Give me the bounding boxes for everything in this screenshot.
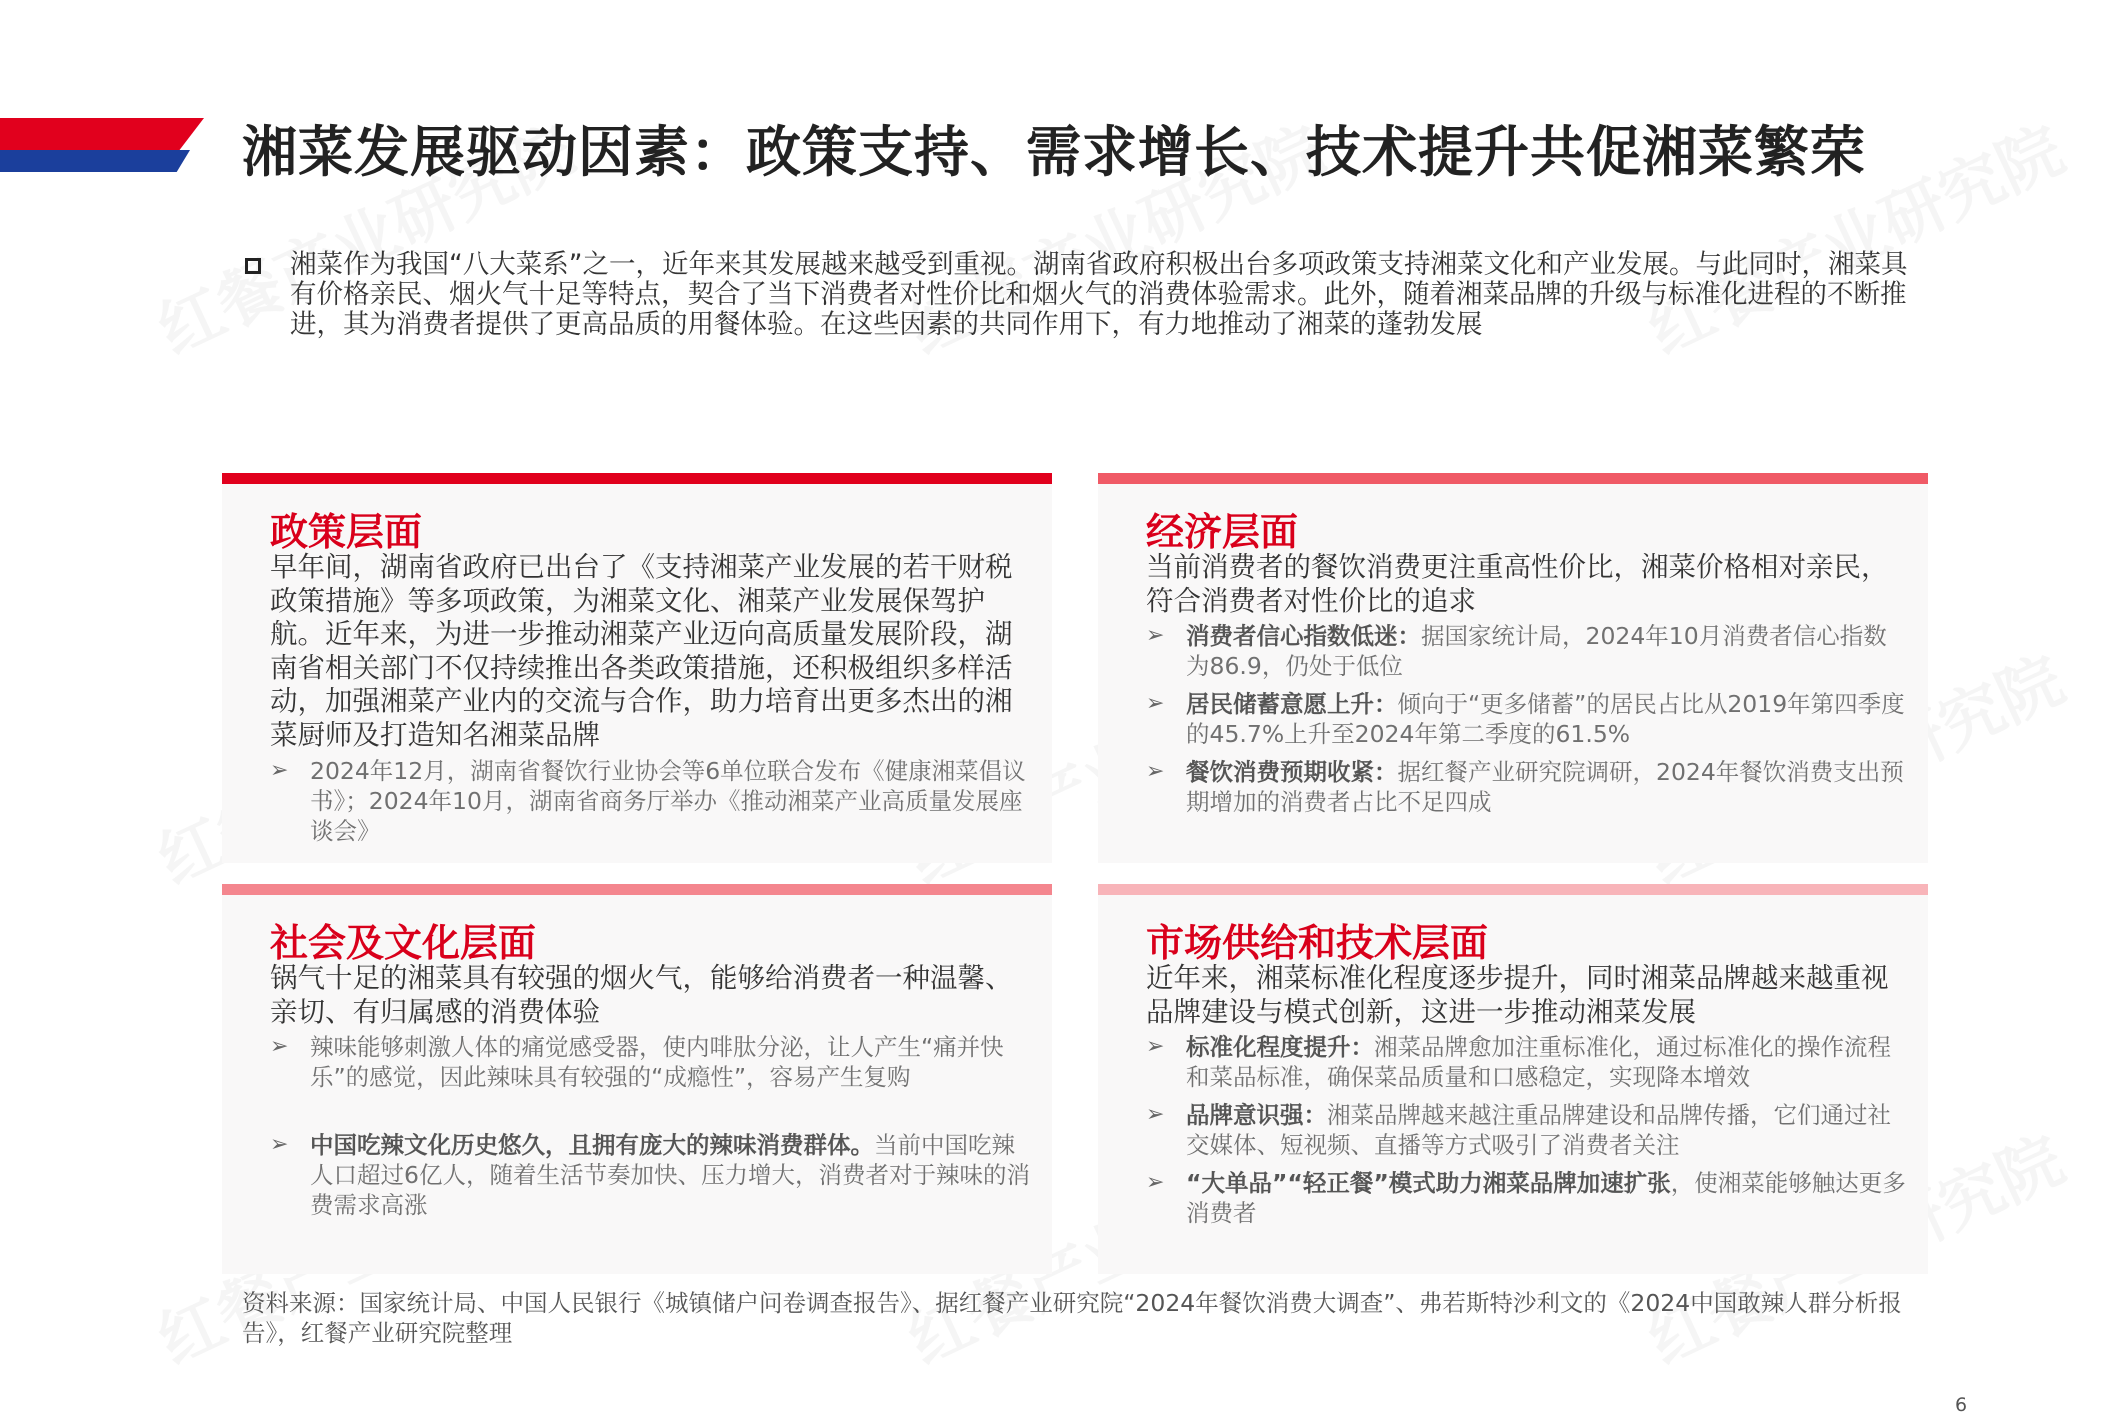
arrow-right-icon: ➢ [1146,759,1165,784]
card-sub-item [1146,757,1906,817]
card-sub-item [270,1032,1030,1092]
sub-item-text: 倾向于“更多储蓄”的居民占比从2019年第四季度的45.7%上升至2024年第二季度的61.5% [1186,690,1905,748]
card-social-culture [222,884,1052,1274]
sub-item-text: 辣味能够刺激人体的痛觉感受器，使内啡肽分泌，让人产生“痛并快乐”的感觉，因此辣味具有较强的“成瘾性”，容易产生复购 [310,1033,1004,1091]
sub-item-text: 据国家统计局，2024年10月消费者信心指数为86.9，仍处于低位 [1186,622,1887,680]
card-sub-item [270,1130,1030,1220]
card-sub-item [270,756,1030,846]
arrow-right-icon: ➢ [1146,1034,1165,1059]
sub-item-bold: 餐饮消费预期收紧： [1186,758,1398,786]
sub-item-bold: 中国吃辣文化历史悠久，且拥有庞大的辣味消费群体。 [310,1131,874,1159]
source-note: 资料来源：国家统计局、中国人民银行《城镇储户问卷调查报告》、据红餐产业研究院“2024年餐饮消费大调查”、弗若斯特沙利文的《2024中国敢辣人群分析报告》，红餐产业研究院整理 [242,1289,1902,1347]
intro-text: 湘菜作为我国“八大菜系”之一，近年来其发展越来越受到重视。湖南省政府积极出台多项政策支持湘菜文化和产业发展。与此同时，湘菜具有价格亲民、烟火气十足等特点，契合了当下消费者对性价比和烟火气的消费体验需求。此外，随着湘菜品牌的升级与标准化进程的不断推进，其为消费者提供了更高品质的用餐体验。在这些因素的共同作用下，有力地推动了湘菜的蓬勃发展 [290,249,1908,340]
card-sub-item [1146,1168,1906,1228]
sub-item-bold: 居民储蓄意愿上升： [1186,690,1398,718]
card-sub-item [1146,1100,1906,1160]
arrow-right-icon: ➢ [270,1034,289,1059]
page-title: 湘菜发展驱动因素：政策支持、需求增长、技术提升共促湘菜繁荣 [242,120,1867,184]
intro-section [245,250,1925,340]
card-sub-item [1146,1032,1906,1092]
sub-item-bold: 标准化程度提升： [1186,1033,1374,1061]
card-title: 经济层面 [1146,510,1299,554]
card-sub-item [1146,689,1906,749]
sub-item-text: 2024年12月，湖南省餐饮行业协会等6单位联合发布《健康湘菜倡议书》；2024年10月，湖南省商务厅举办《推动湘菜产业高质量发展座谈会》 [310,757,1026,845]
sub-item-bold: “大单品”“轻正餐”模式助力湘菜品牌加速扩张 [1186,1169,1671,1197]
card-title: 政策层面 [270,510,423,554]
card-economy [1098,473,1928,863]
arrow-right-icon: ➢ [1146,691,1165,716]
arrow-right-icon: ➢ [1146,623,1165,648]
card-top-bar [222,473,1052,484]
arrow-right-icon: ➢ [1146,1102,1165,1127]
sub-item-text: 据红餐产业研究院调研，2024年餐饮消费支出预期增加的消费者占比不足四成 [1186,758,1904,816]
arrow-right-icon: ➢ [1146,1170,1165,1195]
sub-item-text: ，使湘菜能够触达更多消费者 [1186,1169,1906,1227]
arrow-right-icon: ➢ [270,758,289,783]
card-main-text: 近年来，湘菜标准化程度逐步提升，同时湘菜品牌越来越重视品牌建设与模式创新，这进一步推动湘菜发展 [1146,962,1889,1028]
card-top-bar [1098,884,1928,895]
card-top-bar [222,884,1052,895]
card-sub-item [1146,621,1906,681]
sub-item-bold: 品牌意识强： [1186,1101,1327,1129]
arrow-right-icon: ➢ [270,1132,289,1157]
card-title: 市场供给和技术层面 [1146,921,1489,965]
card-market-technology [1098,884,1928,1274]
page-number: 6 [1955,1394,1968,1416]
sub-item-text: 湘菜品牌越来越注重品牌建设和品牌传播，它们通过社交媒体、短视频、直播等方式吸引了消费者关注 [1186,1101,1891,1159]
card-top-bar [1098,473,1928,484]
square-bullet-icon [245,258,261,274]
header-stripe-red [0,118,204,150]
sub-item-text: 湘菜品牌愈加注重标准化，通过标准化的操作流程和菜品标准，确保菜品质量和口感稳定，实现降本增效 [1186,1033,1891,1091]
header-stripe-blue [0,150,190,172]
sub-item-text: 当前中国吃辣人口超过6亿人，随着生活节奏加快、压力增大，消费者对于辣味的消费需求高涨 [310,1131,1030,1219]
card-main-text: 当前消费者的餐饮消费更注重高性价比，湘菜价格相对亲民，符合消费者对性价比的追求 [1146,551,1889,617]
card-main-text: 锅气十足的湘菜具有较强的烟火气，能够给消费者一种温馨、亲切、有归属感的消费体验 [270,962,1013,1028]
card-policy [222,473,1052,863]
card-main-text: 早年间，湖南省政府已出台了《支持湘菜产业发展的若干财税政策措施》等多项政策，为湘菜文化、湘菜产业发展保驾护航。近年来，为进一步推动湘菜产业迈向高质量发展阶段，湖南省相关部门不仅持续推出各类政策措施，还积极组织多样活动，加强湘菜产业内的交流与合作，助力培育出更多杰出的湘菜厨师及打造知名湘菜品牌 [270,551,1013,751]
sub-item-bold: 消费者信心指数低迷： [1186,622,1421,650]
card-title: 社会及文化层面 [270,921,537,965]
